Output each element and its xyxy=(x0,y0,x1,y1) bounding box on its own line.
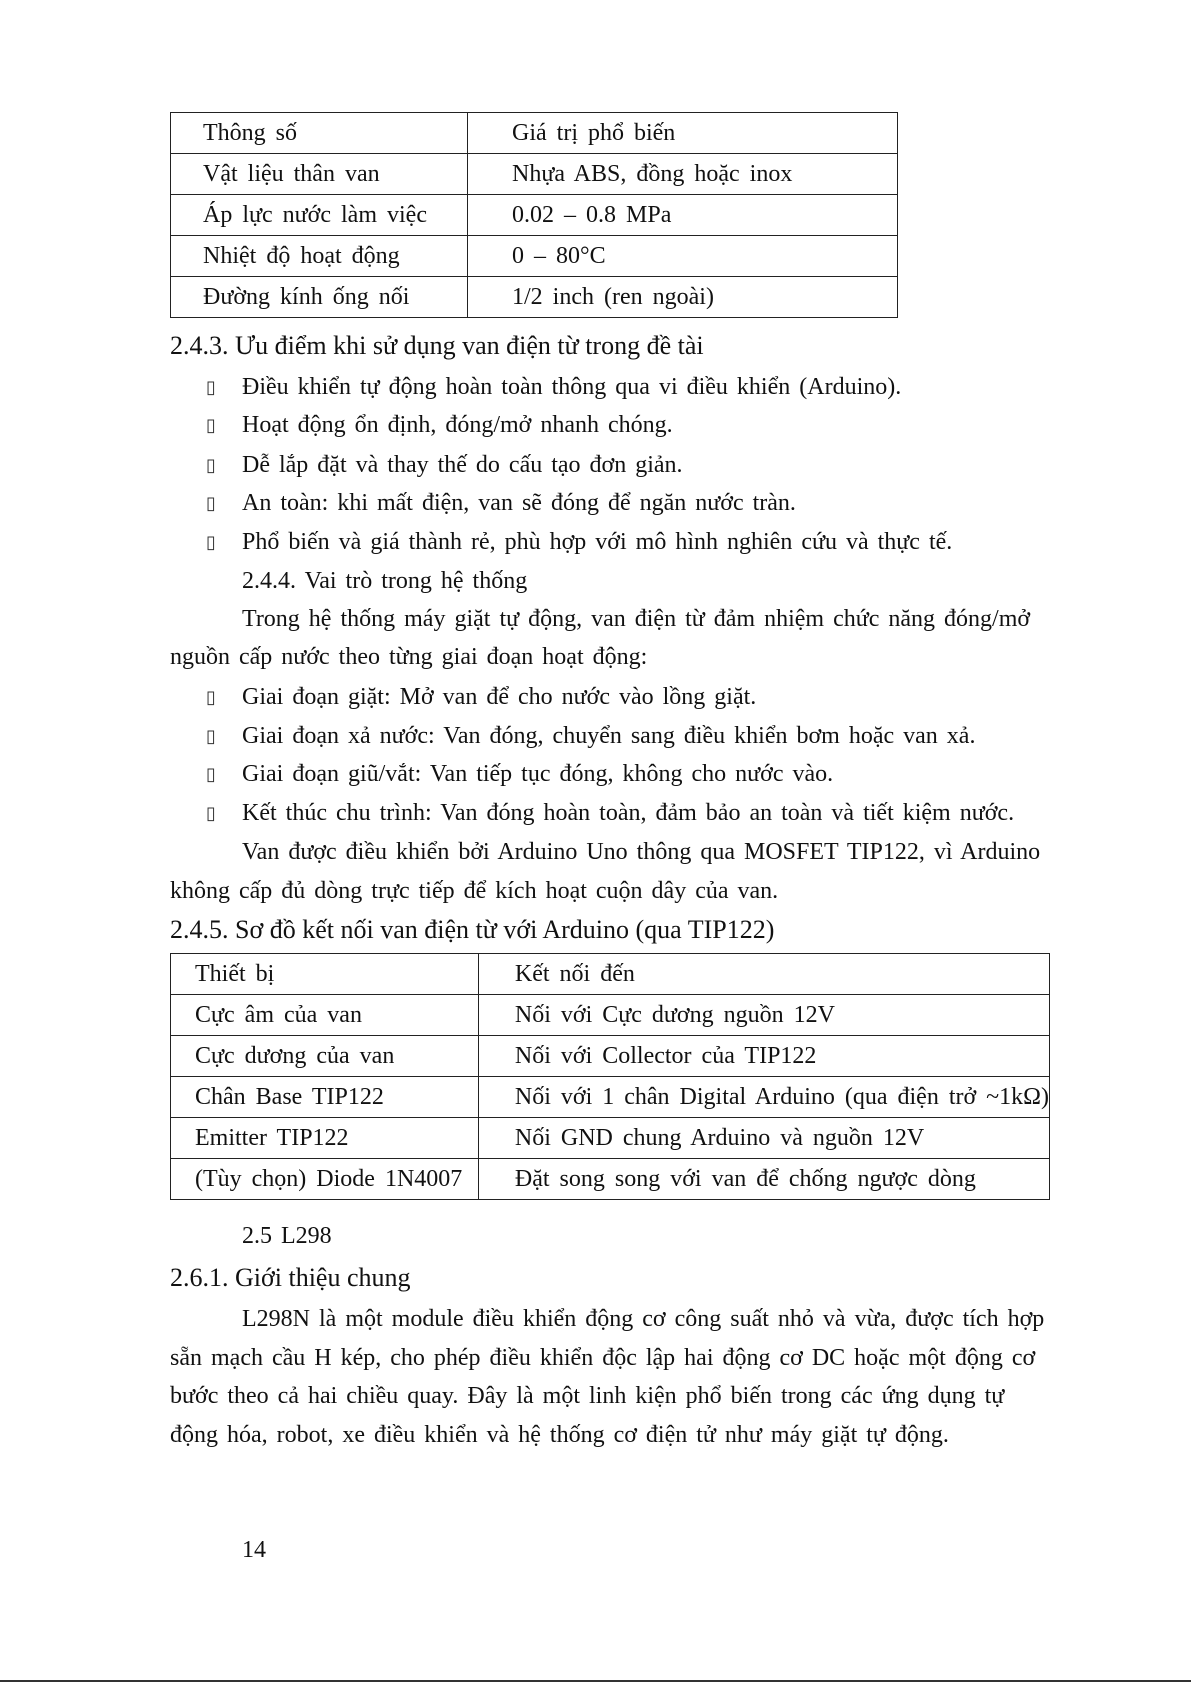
table-row xyxy=(171,1077,1050,1118)
bullet-icon: ▯ xyxy=(206,803,216,823)
table-row xyxy=(171,1118,1050,1159)
table-cell: (Tùy chọn) Diode 1N4007 xyxy=(171,1159,479,1200)
table-row xyxy=(171,954,1050,995)
paragraph-line: động hóa, robot, xe điều khiển và hệ thống cơ điện tử như máy giặt tự động. xyxy=(170,1422,949,1448)
table-cell: Nhiệt độ hoạt động xyxy=(171,236,468,277)
table-cell: Áp lực nước làm việc xyxy=(171,195,468,236)
list-item: Hoạt động ổn định, đóng/mở nhanh chóng. xyxy=(242,412,673,438)
table-cell: Thiết bị xyxy=(171,954,479,995)
table-cell: Giá trị phổ biến xyxy=(468,113,898,154)
table-cell: 0.02 – 0.8 MPa xyxy=(468,195,898,236)
list-item: Giai đoạn xả nước: Van đóng, chuyển sang điều khiển bơm hoặc van xả. xyxy=(242,723,976,749)
paragraph-line: nguồn cấp nước theo từng giai đoạn hoạt động: xyxy=(170,644,648,670)
paragraph-line: sẵn mạch cầu H kép, cho phép điều khiển độc lập hai động cơ DC hoặc một động cơ xyxy=(170,1345,1036,1371)
table-cell: Nối với Cực dương nguồn 12V xyxy=(478,995,1049,1036)
list-item: Kết thúc chu trình: Van đóng hoàn toàn, đảm bảo an toàn và tiết kiệm nước. xyxy=(242,800,1015,826)
table-cell: Chân Base TIP122 xyxy=(171,1077,479,1118)
paragraph-line: L298N là một module điều khiển động cơ công suất nhỏ và vừa, được tích hợp xyxy=(242,1306,1045,1332)
bullet-icon: ▯ xyxy=(206,532,216,552)
bullet-icon: ▯ xyxy=(206,415,216,435)
table-cell: Nối với Collector của TIP122 xyxy=(478,1036,1049,1077)
table-cell: Thông số xyxy=(171,113,468,154)
list-item: Phổ biến và giá thành rẻ, phù hợp với mô hình nghiên cứu và thực tế. xyxy=(242,529,953,555)
list-item: Dễ lắp đặt và thay thế do cấu tạo đơn giản. xyxy=(242,452,683,478)
table-cell: Nối GND chung Arduino và nguồn 12V xyxy=(478,1118,1049,1159)
section-heading-2-6-1: 2.6.1. Giới thiệu chung xyxy=(170,1263,411,1292)
list-item: Giai đoạn giũ/vắt: Van tiếp tục đóng, không cho nước vào. xyxy=(242,761,834,787)
list-item: Giai đoạn giặt: Mở van để cho nước vào lồng giặt. xyxy=(242,684,757,710)
section-heading-2-5: 2.5 L298 xyxy=(242,1223,332,1249)
table-cell: Vật liệu thân van xyxy=(171,154,468,195)
table-cell: 1/2 inch (ren ngoài) xyxy=(468,277,898,318)
table-row xyxy=(171,113,898,154)
section-heading-2-4-3: 2.4.3. Ưu điểm khi sử dụng van điện từ trong đề tài xyxy=(170,331,704,360)
paragraph-line: Trong hệ thống máy giặt tự động, van điện từ đảm nhiệm chức năng đóng/mở xyxy=(242,606,1031,632)
bullet-icon: ▯ xyxy=(206,726,216,746)
page-number: 14 xyxy=(242,1537,266,1563)
table-cell: Cực dương của van xyxy=(171,1036,479,1077)
page-bottom-rule xyxy=(0,1680,1191,1682)
bullet-icon: ▯ xyxy=(206,455,216,475)
bullet-icon: ▯ xyxy=(206,377,216,397)
table-cell: Nhựa ABS, đồng hoặc inox xyxy=(468,154,898,195)
table-cell: Kết nối đến xyxy=(478,954,1049,995)
wiring-table xyxy=(170,953,1050,1200)
table-row xyxy=(171,195,898,236)
list-item: An toàn: khi mất điện, van sẽ đóng để ngăn nước tràn. xyxy=(242,490,796,516)
table-cell: Nối với 1 chân Digital Arduino (qua điện trở ~1kΩ) xyxy=(478,1077,1049,1118)
section-heading-2-4-4: 2.4.4. Vai trò trong hệ thống xyxy=(242,568,528,594)
bullet-icon: ▯ xyxy=(206,687,216,707)
table-cell: Cực âm của van xyxy=(171,995,479,1036)
table-cell: 0 – 80°C xyxy=(468,236,898,277)
bullet-icon: ▯ xyxy=(206,493,216,513)
section-heading-2-4-5: 2.4.5. Sơ đồ kết nối van điện từ với Arduino (qua TIP122) xyxy=(170,915,775,944)
table-row xyxy=(171,154,898,195)
table-row xyxy=(171,995,1050,1036)
table-cell: Emitter TIP122 xyxy=(171,1118,479,1159)
paragraph-line: bước theo cả hai chiều quay. Đây là một linh kiện phổ biến trong các ứng dụng tự xyxy=(170,1383,1005,1409)
paragraph-line: không cấp đủ dòng trực tiếp để kích hoạt cuộn dây của van. xyxy=(170,878,779,904)
bullet-icon: ▯ xyxy=(206,764,216,784)
table-row xyxy=(171,236,898,277)
list-item: Điều khiển tự động hoàn toàn thông qua vi điều khiển (Arduino). xyxy=(242,374,902,400)
spec-table xyxy=(170,112,898,318)
paragraph-line: Van được điều khiển bởi Arduino Uno thông qua MOSFET TIP122, vì Arduino xyxy=(242,839,1041,865)
table-row xyxy=(171,1036,1050,1077)
table-cell: Đặt song song với van để chống ngược dòng xyxy=(478,1159,1049,1200)
table-cell: Đường kính ống nối xyxy=(171,277,468,318)
table-row xyxy=(171,277,898,318)
table-row xyxy=(171,1159,1050,1200)
